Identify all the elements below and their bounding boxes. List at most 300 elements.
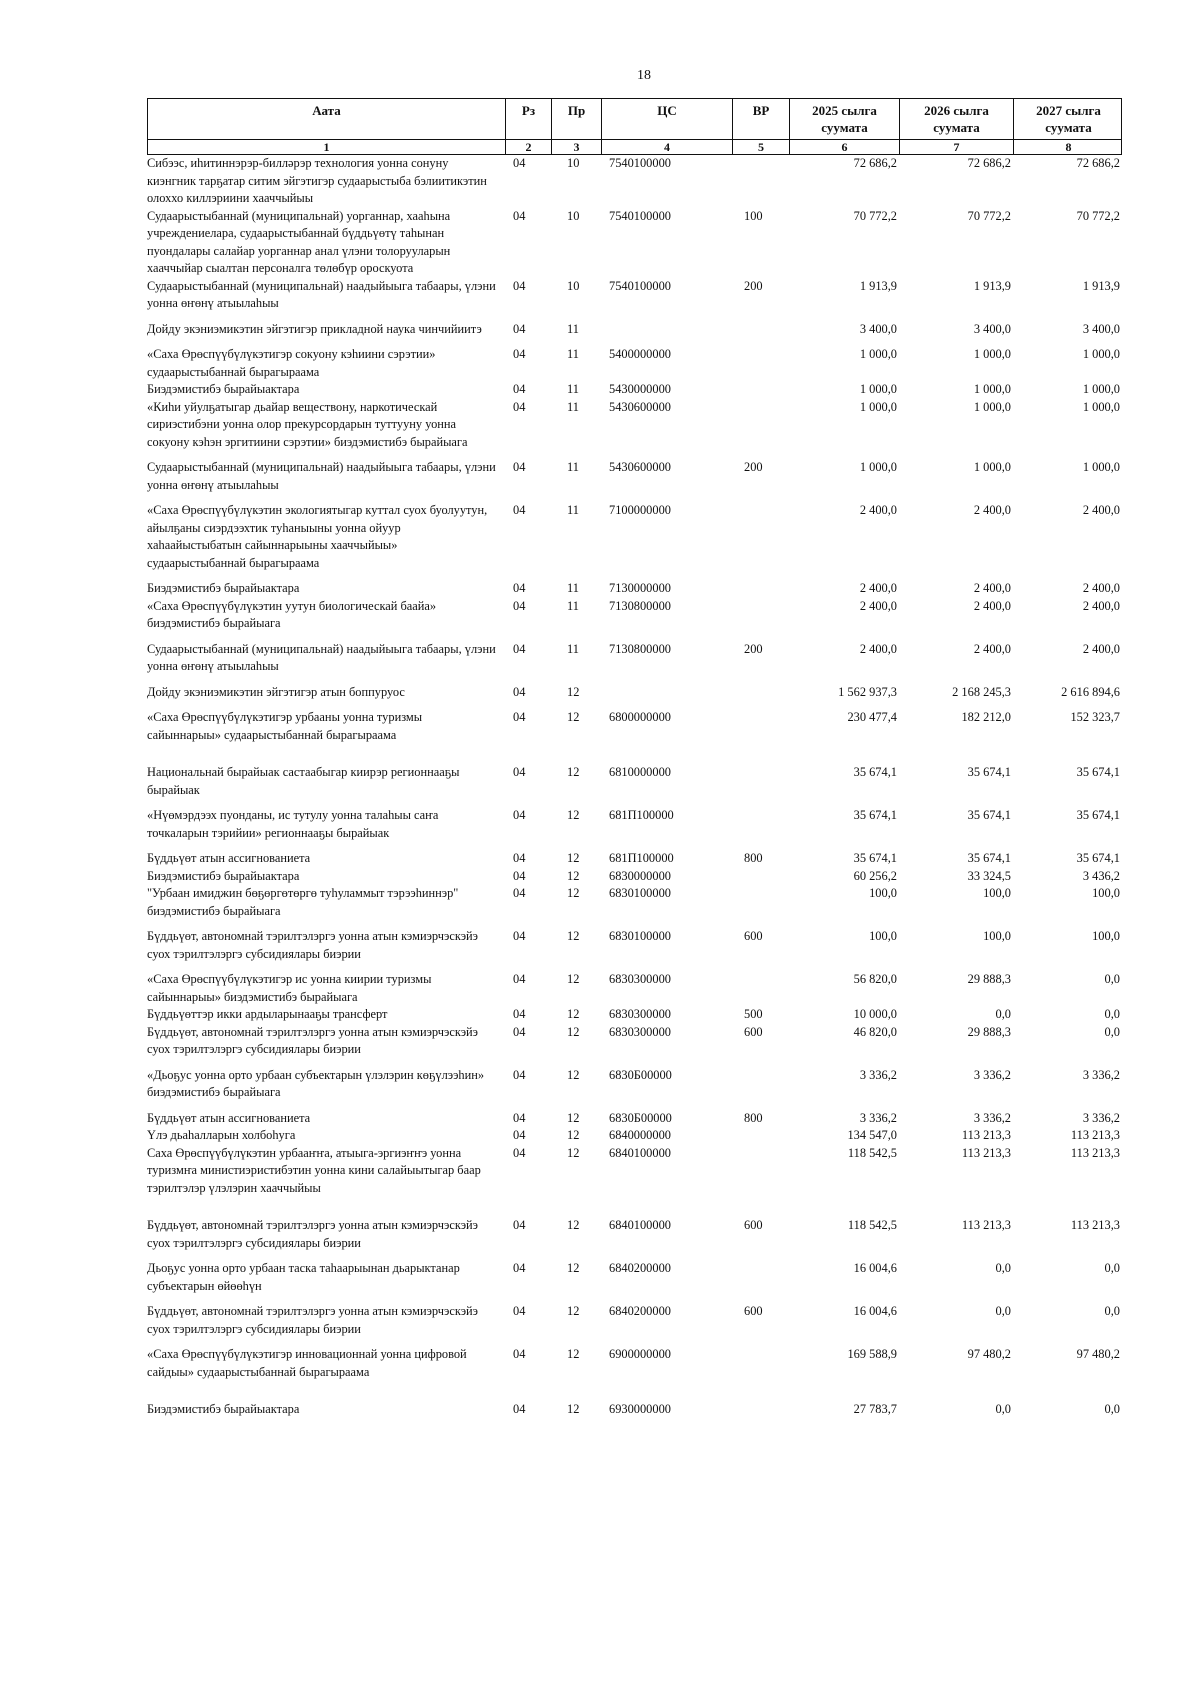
- row-pr: 12: [567, 808, 580, 822]
- row-value-2026: 2 400,0: [973, 641, 1011, 656]
- row-cs: 7130000000: [609, 581, 671, 595]
- row-value-2025: 2 400,0: [859, 503, 897, 517]
- row-value-2025: 70 772,2: [853, 208, 897, 223]
- row-pr: 12: [567, 710, 580, 724]
- row-pr: 12: [567, 868, 580, 883]
- row-rz: 04: [513, 382, 526, 396]
- row-value-2026: 33 324,5: [967, 868, 1011, 883]
- row-name: Бүддьүөт, автономнай тэрилтэлэргэ уонна атын кэмиэрчэскэйэ суох тэрилтэлэргэ субсидиялары биэрии: [147, 1218, 478, 1250]
- row-value-2027: 0,0: [1104, 1304, 1120, 1318]
- row-pr: 10: [567, 208, 580, 223]
- row-rz: 04: [513, 581, 526, 595]
- row-vr: [732, 1260, 789, 1295]
- table-row: [147, 1127, 1122, 1145]
- row-value-2026: 1 000,0: [973, 460, 1011, 474]
- row-vr: 100: [744, 208, 763, 223]
- header-2026: 2026 сылга суумата: [900, 99, 1014, 139]
- row-value-2025: 1 000,0: [859, 347, 897, 361]
- column-number: 5: [733, 140, 790, 154]
- row-value-2026: 29 888,3: [967, 972, 1011, 986]
- budget-table: [147, 98, 1122, 1419]
- row-value-2026: 70 772,2: [967, 208, 1011, 223]
- row-value-2025: 27 783,7: [853, 1402, 897, 1416]
- row-value-2027: 1 000,0: [1082, 382, 1120, 396]
- row-name: Дойду экэниэмикэтин эйгэтигэр атын боппуруос: [147, 684, 405, 699]
- row-name: «Дьоҕус уонна орто урбаан субъектарын үлэлэрин көҕүлээһин» биэдэмистибэ бырайыага: [147, 1067, 485, 1099]
- row-rz: 04: [513, 1261, 526, 1275]
- row-name: «Саха Өрөспүүбүлүкэтигэр урбааны уонна туризмы сайыннарыы» судаарыстыбаннай бырагыраама: [147, 710, 423, 742]
- row-name: «Саха Өрөспүүбүлүкэтигэр ис уонна киирии туризмы сайыннарыы» биэдэмистибэ бырайыага: [147, 972, 432, 1004]
- row-rz: 04: [513, 598, 526, 613]
- row-value-2027: 3 400,0: [1082, 321, 1120, 336]
- row-value-2025: 35 674,1: [853, 808, 897, 822]
- row-pr: 11: [567, 641, 579, 656]
- row-vr: 600: [744, 1304, 763, 1318]
- row-value-2025: 118 542,5: [847, 1218, 897, 1232]
- row-rz: 04: [513, 1304, 526, 1318]
- row-pr: 11: [567, 503, 579, 517]
- row-name: Бүддьүөт атын ассигнованиета: [147, 851, 311, 865]
- row-cs: 6840100000: [609, 1218, 671, 1232]
- row-pr: 11: [567, 598, 579, 613]
- row-value-2025: 16 004,6: [853, 1304, 897, 1318]
- row-name: Дойду экэниэмикэтин эйгэтигэр прикладной наука чинчийиитэ: [147, 321, 482, 336]
- table-row: [147, 971, 1122, 1006]
- row-name: «Саха Өрөспүүбүлүкэтин экологиятыгар куттал суох буолуутун, айылҕаны сиэрдээхтик туһаныыны уонна ойуур хаһаайыстыбатын сайыннарыыны хааччыйыы» судаарыстыбаннай бырагыраама: [147, 503, 488, 570]
- row-value-2026: 72 686,2: [967, 156, 1011, 170]
- row-value-2027: 2 400,0: [1082, 641, 1120, 656]
- row-value-2026: 2 168 245,3: [952, 684, 1011, 699]
- row-value-2027: 72 686,2: [1076, 156, 1120, 170]
- row-pr: 12: [567, 1128, 580, 1142]
- row-value-2026: 35 674,1: [967, 765, 1011, 779]
- row-name: «Саха Өрөспүүбүлүкэтигэр инновационнай уонна цифровой сайдыы» судаарыстыбаннай бырагыраама: [147, 1347, 467, 1379]
- row-pr: 12: [567, 1110, 580, 1125]
- row-value-2025: 2 400,0: [859, 598, 897, 613]
- row-rz: 04: [513, 1128, 526, 1142]
- row-cs: 6830300000: [609, 1007, 671, 1021]
- row-name: Биэдэмистибэ бырайыактара: [147, 1402, 300, 1416]
- column-number: 1: [148, 140, 506, 154]
- row-pr: 10: [567, 278, 580, 293]
- table-row: [147, 764, 1122, 799]
- row-vr: 800: [744, 851, 763, 865]
- row-value-2025: 118 542,5: [847, 1145, 897, 1160]
- row-rz: 04: [513, 1024, 526, 1039]
- row-value-2026: 113 213,3: [961, 1218, 1011, 1232]
- row-value-2027: 35 674,1: [1076, 851, 1120, 865]
- row-value-2025: 72 686,2: [853, 156, 897, 170]
- row-value-2025: 16 004,6: [853, 1261, 897, 1275]
- row-pr: 12: [567, 684, 580, 699]
- row-vr: [732, 1346, 789, 1381]
- row-rz: 04: [513, 1218, 526, 1232]
- row-vr: 600: [744, 1024, 763, 1039]
- row-value-2025: 2 400,0: [859, 581, 897, 595]
- row-rz: 04: [513, 929, 526, 943]
- row-cs: 6830Б00000: [609, 1067, 672, 1082]
- row-cs: 6830100000: [609, 886, 671, 900]
- row-cs: 6900000000: [609, 1347, 671, 1361]
- table-row: [147, 1006, 1122, 1024]
- row-vr: 200: [744, 641, 763, 656]
- row-rz: 04: [513, 208, 526, 223]
- row-name: «Нүөмэрдээх пуонданы, ис тутулу уонна талаһыы саҥа точкаларын тэрийии» регионнааҕы бырайыак: [147, 808, 439, 840]
- row-value-2026: 0,0: [995, 1304, 1011, 1318]
- row-vr: [732, 321, 789, 339]
- row-name: Судаарыстыбаннай (муниципальнай) наадыйыыга табаары, үлэни уонна өҥөнү атыылаһыы: [147, 460, 496, 492]
- header-cs: ЦС: [602, 99, 733, 139]
- row-pr: 10: [567, 156, 580, 170]
- row-value-2025: 10 000,0: [853, 1007, 897, 1021]
- row-name: Судаарыстыбаннай (муниципальнай) наадыйыыга табаары, үлэни уонна өҥөнү атыылаһыы: [147, 641, 496, 673]
- row-value-2027: 100,0: [1092, 886, 1120, 900]
- row-value-2025: 100,0: [869, 929, 897, 943]
- table-row: [147, 641, 1122, 676]
- row-value-2027: 35 674,1: [1076, 808, 1120, 822]
- table-row: [147, 1260, 1122, 1295]
- row-name: Бүддьүөт, автономнай тэрилтэлэргэ уонна атын кэмиэрчэскэйэ суох тэрилтэлэргэ субсидиялары биэрии: [147, 1024, 478, 1056]
- row-pr: 12: [567, 929, 580, 943]
- row-vr: [732, 1067, 789, 1102]
- row-value-2026: 3 336,2: [973, 1067, 1011, 1082]
- table-row: [147, 1217, 1122, 1252]
- row-vr: [732, 1401, 789, 1419]
- row-value-2027: 2 400,0: [1082, 581, 1120, 595]
- row-rz: 04: [513, 868, 526, 883]
- row-pr: 12: [567, 1218, 580, 1232]
- row-vr: 600: [744, 929, 763, 943]
- row-value-2026: 0,0: [995, 1007, 1011, 1021]
- row-cs: 7540100000: [609, 278, 671, 293]
- row-value-2025: 1 913,9: [859, 278, 897, 293]
- row-value-2027: 1 000,0: [1082, 460, 1120, 474]
- table-row: [147, 321, 1122, 339]
- row-vr: [732, 598, 789, 633]
- row-value-2026: 100,0: [983, 886, 1011, 900]
- row-cs: 6930000000: [609, 1402, 671, 1416]
- row-rz: 04: [513, 1067, 526, 1082]
- row-value-2026: 1 000,0: [973, 347, 1011, 361]
- row-pr: 11: [567, 347, 579, 361]
- row-value-2027: 113 213,3: [1070, 1145, 1120, 1160]
- row-name: Саха Өрөспүүбүлүкэтин урбааҥҥа, атыыга-эргиэҥҥэ уонна туризмҥа министиэристибэтин уонна кини салайыытыгар баар тэрилтэлэр үлэлэрин хааччыйыы: [147, 1145, 481, 1195]
- row-value-2026: 2 400,0: [973, 598, 1011, 613]
- row-value-2027: 0,0: [1104, 1024, 1120, 1039]
- row-cs: 5430600000: [609, 399, 671, 414]
- row-vr: [732, 1145, 789, 1198]
- row-value-2026: 35 674,1: [967, 808, 1011, 822]
- row-value-2027: 113 213,3: [1070, 1128, 1120, 1142]
- row-pr: 12: [567, 1347, 580, 1361]
- table-row: [147, 807, 1122, 842]
- row-cs: 6840200000: [609, 1304, 671, 1318]
- row-pr: 12: [567, 1304, 580, 1318]
- row-name: Үлэ дьаһалларын холбоһуга: [147, 1128, 296, 1142]
- row-rz: 04: [513, 399, 526, 414]
- row-value-2027: 35 674,1: [1076, 765, 1120, 779]
- header-pr: Пр: [552, 99, 602, 139]
- table-row: [147, 1303, 1122, 1338]
- row-rz: 04: [513, 156, 526, 170]
- table-row: [147, 381, 1122, 399]
- table-row: [147, 208, 1122, 278]
- row-name: Сибээс, иһитиннэрэр-билләрэр технология уонна сонуну киэнгник тарҕатар ситим эйгэтигэр судаарыстыба бэлиитикэтин олоххо киллэриини хааччыйыы: [147, 156, 487, 205]
- row-value-2027: 2 400,0: [1082, 503, 1120, 517]
- row-name: Судаарыстыбаннай (муниципальнай) наадыйыыга табаары, үлэни уонна өҥөнү атыылаһыы: [147, 278, 496, 310]
- row-value-2025: 100,0: [869, 886, 897, 900]
- row-value-2027: 0,0: [1104, 1261, 1120, 1275]
- row-value-2026: 182 212,0: [961, 710, 1011, 724]
- row-vr: [732, 684, 789, 702]
- row-value-2025: 1 000,0: [859, 399, 897, 414]
- table-row: [147, 868, 1122, 886]
- row-name: Дьоҕус уонна орто урбаан таска таһаарыынан дьарыктанар субъектарын өйөөһүн: [147, 1261, 460, 1293]
- row-cs: 6800000000: [609, 710, 671, 724]
- row-cs: 5430000000: [609, 382, 671, 396]
- table-row: [147, 709, 1122, 744]
- row-vr: [732, 971, 789, 1006]
- table-row: [147, 155, 1122, 208]
- row-vr: [732, 764, 789, 799]
- row-vr: [732, 1127, 789, 1145]
- row-vr: 200: [744, 460, 763, 474]
- page-number: 18: [637, 68, 651, 83]
- row-rz: 04: [513, 851, 526, 865]
- row-name: Национальнай бырайыак састаабыгар киирэр регионнааҕы бырайыак: [147, 765, 460, 797]
- row-name: Бүддьүөт, автономнай тэрилтэлэргэ уонна атын кэмиэрчэскэйэ суох тэрилтэлэргэ субсидиялары биэрии: [147, 1304, 478, 1336]
- header-vr: ВР: [733, 99, 790, 139]
- row-rz: 04: [513, 1007, 526, 1021]
- row-rz: 04: [513, 886, 526, 900]
- row-value-2027: 70 772,2: [1076, 208, 1120, 223]
- row-value-2027: 3 336,2: [1082, 1067, 1120, 1082]
- row-pr: 12: [567, 1402, 580, 1416]
- row-rz: 04: [513, 321, 526, 336]
- table-row: [147, 684, 1122, 702]
- row-pr: 12: [567, 1024, 580, 1039]
- row-value-2025: 3 336,2: [859, 1110, 897, 1125]
- row-value-2025: 3 336,2: [859, 1067, 897, 1082]
- row-cs: 6810000000: [609, 765, 671, 779]
- table-row: [147, 598, 1122, 633]
- header-rz: Рз: [506, 99, 552, 139]
- column-number: 2: [506, 140, 552, 154]
- row-vr: 200: [744, 278, 763, 293]
- row-pr: 12: [567, 765, 580, 779]
- row-rz: 04: [513, 808, 526, 822]
- row-rz: 04: [513, 503, 526, 517]
- row-rz: 04: [513, 1110, 526, 1125]
- row-cs: 7130800000: [609, 598, 671, 613]
- row-rz: 04: [513, 278, 526, 293]
- row-vr: [732, 502, 789, 572]
- row-cs: 6830300000: [609, 1024, 671, 1039]
- row-value-2027: 0,0: [1104, 972, 1120, 986]
- row-name: Бүддьүөт атын ассигнованиета: [147, 1110, 311, 1125]
- header-2027: 2027 сылга суумата: [1036, 103, 1101, 135]
- table-row: [147, 850, 1122, 868]
- row-rz: 04: [513, 1402, 526, 1416]
- row-value-2027: 97 480,2: [1076, 1347, 1120, 1361]
- table-row: [147, 1110, 1122, 1128]
- row-name: "Урбаан имиджин бөҕөргөтөргө туһуламмыт тэрээһиннэр" биэдэмистибэ бырайыага: [147, 886, 459, 918]
- row-cs: 6830000000: [609, 868, 671, 883]
- row-value-2025: 1 562 937,3: [838, 684, 897, 699]
- row-vr: [732, 399, 789, 452]
- row-pr: 11: [567, 382, 579, 396]
- row-value-2025: 1 000,0: [859, 382, 897, 396]
- row-value-2027: 2 616 894,6: [1061, 684, 1120, 699]
- row-value-2027: 3 436,2: [1082, 868, 1120, 883]
- row-rz: 04: [513, 1145, 526, 1160]
- row-value-2027: 0,0: [1104, 1007, 1120, 1021]
- row-rz: 04: [513, 347, 526, 361]
- row-vr: 800: [744, 1110, 763, 1125]
- table-row: [147, 1401, 1122, 1419]
- row-cs: 7540100000: [609, 208, 671, 223]
- table-row: [147, 346, 1122, 381]
- row-name: Бүддьүөт, автономнай тэрилтэлэргэ уонна атын кэмиэрчэскэйэ суох тэрилтэлэргэ субсидиялары биэрии: [147, 929, 478, 961]
- row-cs: 6840200000: [609, 1261, 671, 1275]
- table-row: [147, 928, 1122, 963]
- row-rz: 04: [513, 710, 526, 724]
- row-value-2027: 113 213,3: [1070, 1218, 1120, 1232]
- row-value-2026: 97 480,2: [967, 1347, 1011, 1361]
- row-cs: 6840000000: [609, 1128, 671, 1142]
- row-value-2025: 169 588,9: [847, 1347, 897, 1361]
- row-rz: 04: [513, 765, 526, 779]
- column-number: 8: [1065, 140, 1072, 154]
- row-rz: 04: [513, 684, 526, 699]
- row-value-2026: 3 400,0: [973, 321, 1011, 336]
- row-pr: 12: [567, 1007, 580, 1021]
- table-row: [147, 1067, 1122, 1102]
- column-number-row: [147, 140, 1122, 155]
- row-value-2027: 152 323,7: [1070, 710, 1120, 724]
- row-value-2025: 35 674,1: [853, 765, 897, 779]
- table-row: [147, 502, 1122, 572]
- row-vr: [732, 807, 789, 842]
- row-cs: 5400000000: [609, 347, 671, 361]
- row-value-2027: 2 400,0: [1082, 598, 1120, 613]
- table-row: [147, 459, 1122, 494]
- table-row: [147, 399, 1122, 452]
- row-pr: 12: [567, 1145, 580, 1160]
- row-vr: [732, 868, 789, 886]
- row-name: Судаарыстыбаннай (муниципальнай) уорганнар, хааһына учреждениелара, судаарыстыбаннай бүддьүөтү таһынан пуондалары салайар уорганнар анал үлэни толорууларын хааччыйар сыалтан персоналга төлөбүр ороскуота: [147, 208, 451, 275]
- row-cs: 681П100000: [609, 808, 674, 822]
- row-name: «Киһи уйулҕатыгар дьайар веществону, наркотическай сириэстибэни уонна олор прекурсордарын туттууну уонна сокуону кэһэн эргитиини сэрэтии» биэдэмистибэ бырайыага: [147, 399, 468, 449]
- row-cs: 6830Б00000: [609, 1110, 672, 1125]
- table-row: [147, 1346, 1122, 1381]
- column-number: 7: [900, 140, 1014, 154]
- row-pr: 11: [567, 321, 579, 336]
- row-value-2026: 0,0: [995, 1261, 1011, 1275]
- row-value-2027: 1 913,9: [1082, 278, 1120, 293]
- row-rz: 04: [513, 460, 526, 474]
- row-vr: [732, 155, 789, 208]
- row-rz: 04: [513, 1347, 526, 1361]
- row-name: Биэдэмистибэ бырайыактара: [147, 581, 300, 595]
- row-value-2025: 3 400,0: [859, 321, 897, 336]
- row-cs: 6840100000: [609, 1145, 671, 1160]
- column-number: 6: [790, 140, 900, 154]
- row-value-2027: 1 000,0: [1082, 399, 1120, 414]
- table-row: [147, 885, 1122, 920]
- column-number: 3: [552, 140, 602, 154]
- row-name: Бүддьүөттэр икки ардыларынааҕы трансферт: [147, 1007, 388, 1021]
- row-value-2026: 29 888,3: [967, 1024, 1011, 1039]
- row-vr: 600: [744, 1218, 763, 1232]
- row-value-2026: 2 400,0: [973, 503, 1011, 517]
- row-pr: 12: [567, 886, 580, 900]
- row-pr: 12: [567, 1261, 580, 1275]
- row-value-2027: 0,0: [1104, 1402, 1120, 1416]
- table-body: [147, 155, 1122, 1419]
- table-row: [147, 1145, 1122, 1198]
- row-value-2026: 2 400,0: [973, 581, 1011, 595]
- row-vr: [732, 381, 789, 399]
- row-pr: 11: [567, 581, 579, 595]
- row-pr: 12: [567, 972, 580, 986]
- row-value-2026: 113 213,3: [961, 1128, 1011, 1142]
- row-cs: 7130800000: [609, 641, 671, 656]
- row-value-2025: 2 400,0: [859, 641, 897, 656]
- row-cs: 5430600000: [609, 460, 671, 474]
- row-pr: 12: [567, 851, 580, 865]
- row-value-2026: 0,0: [995, 1402, 1011, 1416]
- row-name: «Саха Өрөспүүбүлүкэтигэр сокуону кэһиини сэрэтии» судаарыстыбаннай бырагыраама: [147, 347, 436, 379]
- row-name: Биэдэмистибэ бырайыактара: [147, 868, 300, 883]
- table-row: [147, 580, 1122, 598]
- header-2025: 2025 сылга суумата: [790, 99, 900, 139]
- row-value-2026: 100,0: [983, 929, 1011, 943]
- row-pr: 12: [567, 1067, 580, 1082]
- table-row: [147, 1024, 1122, 1059]
- row-value-2025: 56 820,0: [853, 972, 897, 986]
- row-cs: 6830300000: [609, 972, 671, 986]
- row-cs: 7100000000: [609, 503, 671, 517]
- row-value-2026: 35 674,1: [967, 851, 1011, 865]
- row-rz: 04: [513, 972, 526, 986]
- row-vr: [732, 885, 789, 920]
- row-value-2025: 230 477,4: [847, 710, 897, 724]
- header-name: Аата: [148, 99, 506, 139]
- row-cs: 6830100000: [609, 929, 671, 943]
- column-number: 4: [602, 140, 733, 154]
- row-pr: 11: [567, 460, 579, 474]
- row-value-2026: 1 000,0: [973, 382, 1011, 396]
- row-value-2026: 113 213,3: [961, 1145, 1011, 1160]
- row-cs: [601, 321, 732, 339]
- row-value-2027: 3 336,2: [1082, 1110, 1120, 1125]
- row-vr: [732, 346, 789, 381]
- row-value-2025: 60 256,2: [853, 868, 897, 883]
- row-value-2025: 134 547,0: [847, 1128, 897, 1142]
- row-vr: [732, 580, 789, 598]
- row-vr: [732, 709, 789, 744]
- row-cs: 681П100000: [609, 851, 674, 865]
- row-name: «Саха Өрөспүүбүлүкэтин уутун биологическай баайа» биэдэмистибэ бырайыага: [147, 598, 437, 630]
- row-value-2027: 1 000,0: [1082, 347, 1120, 361]
- row-value-2025: 1 000,0: [859, 460, 897, 474]
- table-row: [147, 278, 1122, 313]
- row-value-2026: 3 336,2: [973, 1110, 1011, 1125]
- row-value-2026: 1 000,0: [973, 399, 1011, 414]
- row-cs: [601, 684, 732, 702]
- row-vr: 500: [744, 1007, 763, 1021]
